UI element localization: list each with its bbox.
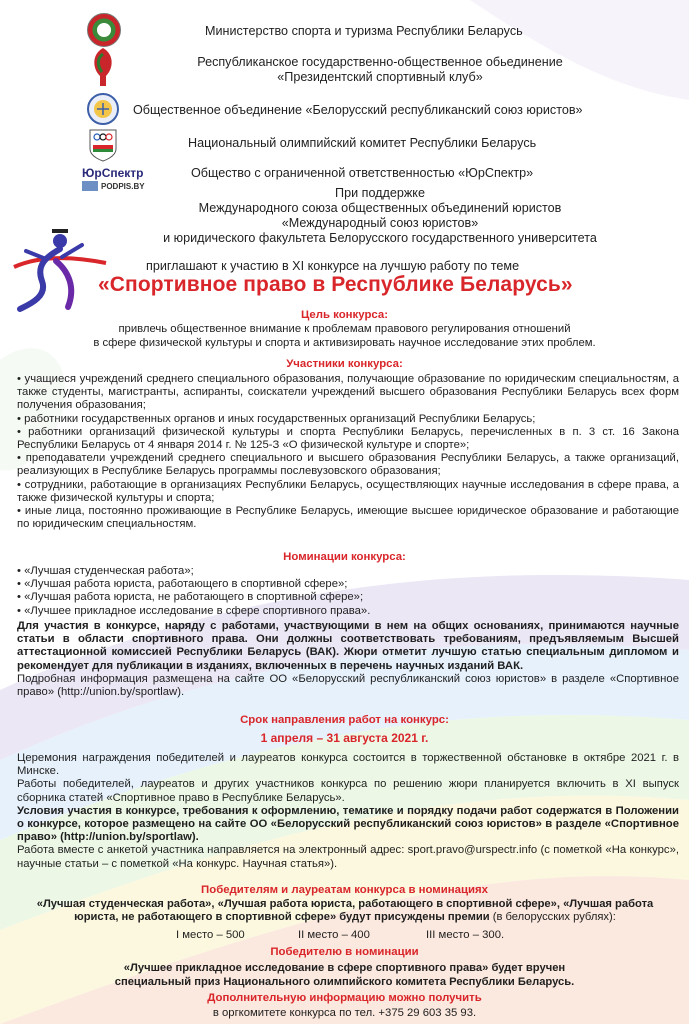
org-ministry: Министерство спорта и туризма Республики Беларусь xyxy=(205,24,523,38)
invite-text: приглашают к участию в XI конкурсе на лучшую работу по теме xyxy=(146,259,520,273)
podpis-icon xyxy=(82,181,98,191)
nomination-item: • «Лучшая работа юриста, работающего в спортивной сфере»; xyxy=(17,578,348,591)
support-line4: и юридического факультета Белорусского государственного университета xyxy=(163,231,597,245)
yurspektr-logo: ЮрСпектр xyxy=(82,166,144,180)
support-line3: «Международный союз юристов» xyxy=(281,216,479,230)
support-line2: Международного союза общественных объединений юристов xyxy=(198,201,562,215)
goal-line1: привлечь общественное внимание к проблемам правового регулирования отношений xyxy=(118,323,571,335)
winner-line2: специальный приз Национального олимпийского комитета Республики Беларусь. xyxy=(114,975,575,988)
prizes-line2-bold: юриста, не работающего в спортивной сфере» будут присуждены премии xyxy=(74,911,490,924)
contest-title: «Спортивное право в Республике Беларусь» xyxy=(98,273,573,296)
nomination-item: • «Лучшее прикладное исследование в сфере спортивного права». xyxy=(17,604,371,617)
prizes-line2-normal: (в белорусских рублях): xyxy=(492,911,616,924)
support-block xyxy=(100,186,660,246)
org-yurspektr: Общество с ограниченной ответственностью «ЮрСпектр» xyxy=(191,166,534,180)
collection-text: Работы победителей, лауреатов и других участников конкурса по решению жюри планируется включить в XI выпуск сборника статей «Спортивное право в Республике Беларусь». xyxy=(17,778,679,804)
ceremony-text: Церемония награждения победителей и лауреатов конкурса состоится в торжественной обстановке в октябре 2021 г. в Минске. xyxy=(17,752,679,778)
contact-phone: в оргкомитете конкурса по тел. +375 29 603 35 93. xyxy=(212,1007,477,1019)
org-presidential-club-line1: Республиканское государственно-общественное обьединение xyxy=(197,55,563,69)
info-articles: Для участия в конкурсе, наряду с работами, участвующими в нем на общих основаниях, принимаются научные статьи в области спортивного права. Они должны соответствовать требованиям, предъявляемым Высшей аттестационной комиссией Республики Беларусь (ВАК). Жюри отметит лучшую статью специальным дипломом и рекомендует для публикации в изданиях, включенных в перечень научных изданий ВАК. xyxy=(17,620,679,672)
prizes-heading: Победителям и лауреатам конкурса в номинациях xyxy=(201,884,488,896)
deadline-heading: Срок направления работ на конкурс: xyxy=(240,714,449,726)
deadline-dates: 1 апреля – 31 августа 2021 г. xyxy=(260,731,429,745)
winner-text xyxy=(0,962,689,989)
support-line1: При поддержке xyxy=(335,186,425,200)
org-lawyers-union: Общественное объединение «Белорусский республиканский союз юристов» xyxy=(133,103,583,117)
nomination-item: • «Лучшая студенческая работа»; xyxy=(17,565,194,577)
prizes-line1: «Лучшая студенческая работа», «Лучшая работа юриста, работающего в спортивной сфере», «Лучшая работа xyxy=(36,898,654,910)
participant-item: • сотрудники, работающие в организациях Республики Беларусь, осуществляющих научные исследования в сфере права, а также физической культуры и спорта; xyxy=(17,478,679,504)
participants-list xyxy=(17,373,679,531)
nominations-list xyxy=(17,565,370,618)
prizes-line2 xyxy=(10,911,680,924)
org-presidential-club-line2: «Президентский спортивный клуб» xyxy=(277,70,483,84)
podpis-text: PODPIS.BY xyxy=(101,181,145,191)
participants-heading: Участники конкурса: xyxy=(286,358,403,370)
winner-heading: Победителю в номинации xyxy=(270,946,419,958)
info-block xyxy=(17,620,679,699)
winner-line1: «Лучшее прикладное исследование в сфере спортивного права» будет вручен xyxy=(123,962,566,974)
prizes-text xyxy=(10,898,680,925)
org-olympic-committee: Национальный олимпийский комитет Республики Беларусь xyxy=(188,136,537,150)
nomination-item: • «Лучшая работа юриста, не работающего в спортивной сфере»; xyxy=(17,591,364,604)
prize-place-2: II место – 400 xyxy=(298,929,370,941)
presidential-club-emblem xyxy=(88,46,118,88)
participant-item: • работники организаций физической культуры и спорта Республики Беларусь, перечисленных в п. 3 ст. 16 Закона Республики Беларусь от 4 января 2014 г. № 125-З «О физической культуре и спорте»; xyxy=(17,425,679,452)
sport-ministry-emblem xyxy=(87,13,121,47)
participant-item: • учащиеся учреждений среднего специального образования, получающие образование по юридическим специальностям, а также студенты, магистранты, аспиранты, соискатели учреждений высшего образования Республики Беларусь всех форм получения образования; xyxy=(17,373,679,412)
goal-text xyxy=(0,323,689,350)
conditions-text: Условия участия в конкурсе, требования к оформлению, тематике и порядку подачи работ содержатся в Положении о конкурсе, которое размещено на сайте ОО «Белорусский республиканский союз юристов» в разделе «Спортивное право» (http://union.by/sportlaw). xyxy=(17,804,679,844)
contact-heading: Дополнительную информацию можно получить xyxy=(207,992,482,1004)
prize-place-1: I место – 500 xyxy=(176,929,245,941)
ceremony-block xyxy=(17,752,679,871)
submission-text: Работа вместе с анкетой участника направляется на электронный адрес: sport.pravo@urspectr.info (с пометкой «На конкурс», научные статьи – с пометкой «На конкурс. Научная статья»). xyxy=(17,844,679,870)
participant-item: • работники государственных органов и иных государственных организаций Республики Беларусь; xyxy=(17,412,536,425)
nominations-heading: Номинации конкурса: xyxy=(283,551,406,563)
info-website: Подробная информация размещена на сайте ОО «Белорусский республиканский союз юристов» в разделе «Спортивное право» (http://union.by/sportlaw). xyxy=(17,672,679,699)
org-presidential-club xyxy=(140,55,620,85)
prize-place-3: III место – 300. xyxy=(426,929,505,941)
runner-mascot-icon xyxy=(6,227,110,315)
lawyers-union-emblem xyxy=(86,93,120,125)
goal-heading: Цель конкурса: xyxy=(300,309,389,321)
olympic-committee-emblem xyxy=(87,127,119,163)
participant-item: • преподаватели учреждений среднего специального и высшего образования Республики Беларусь, а также организаций, реализующих в Республике Беларусь программы послевузовского образования; xyxy=(17,452,679,478)
goal-line2: в сфере физической культуры и спорта и активизировать научное исследование этих проблем. xyxy=(93,336,596,349)
participant-item: • иные лица, постоянно проживающие в Республике Беларусь, имеющие высшее юридическое образование и работающие по юридическим специальностям. xyxy=(17,505,679,531)
